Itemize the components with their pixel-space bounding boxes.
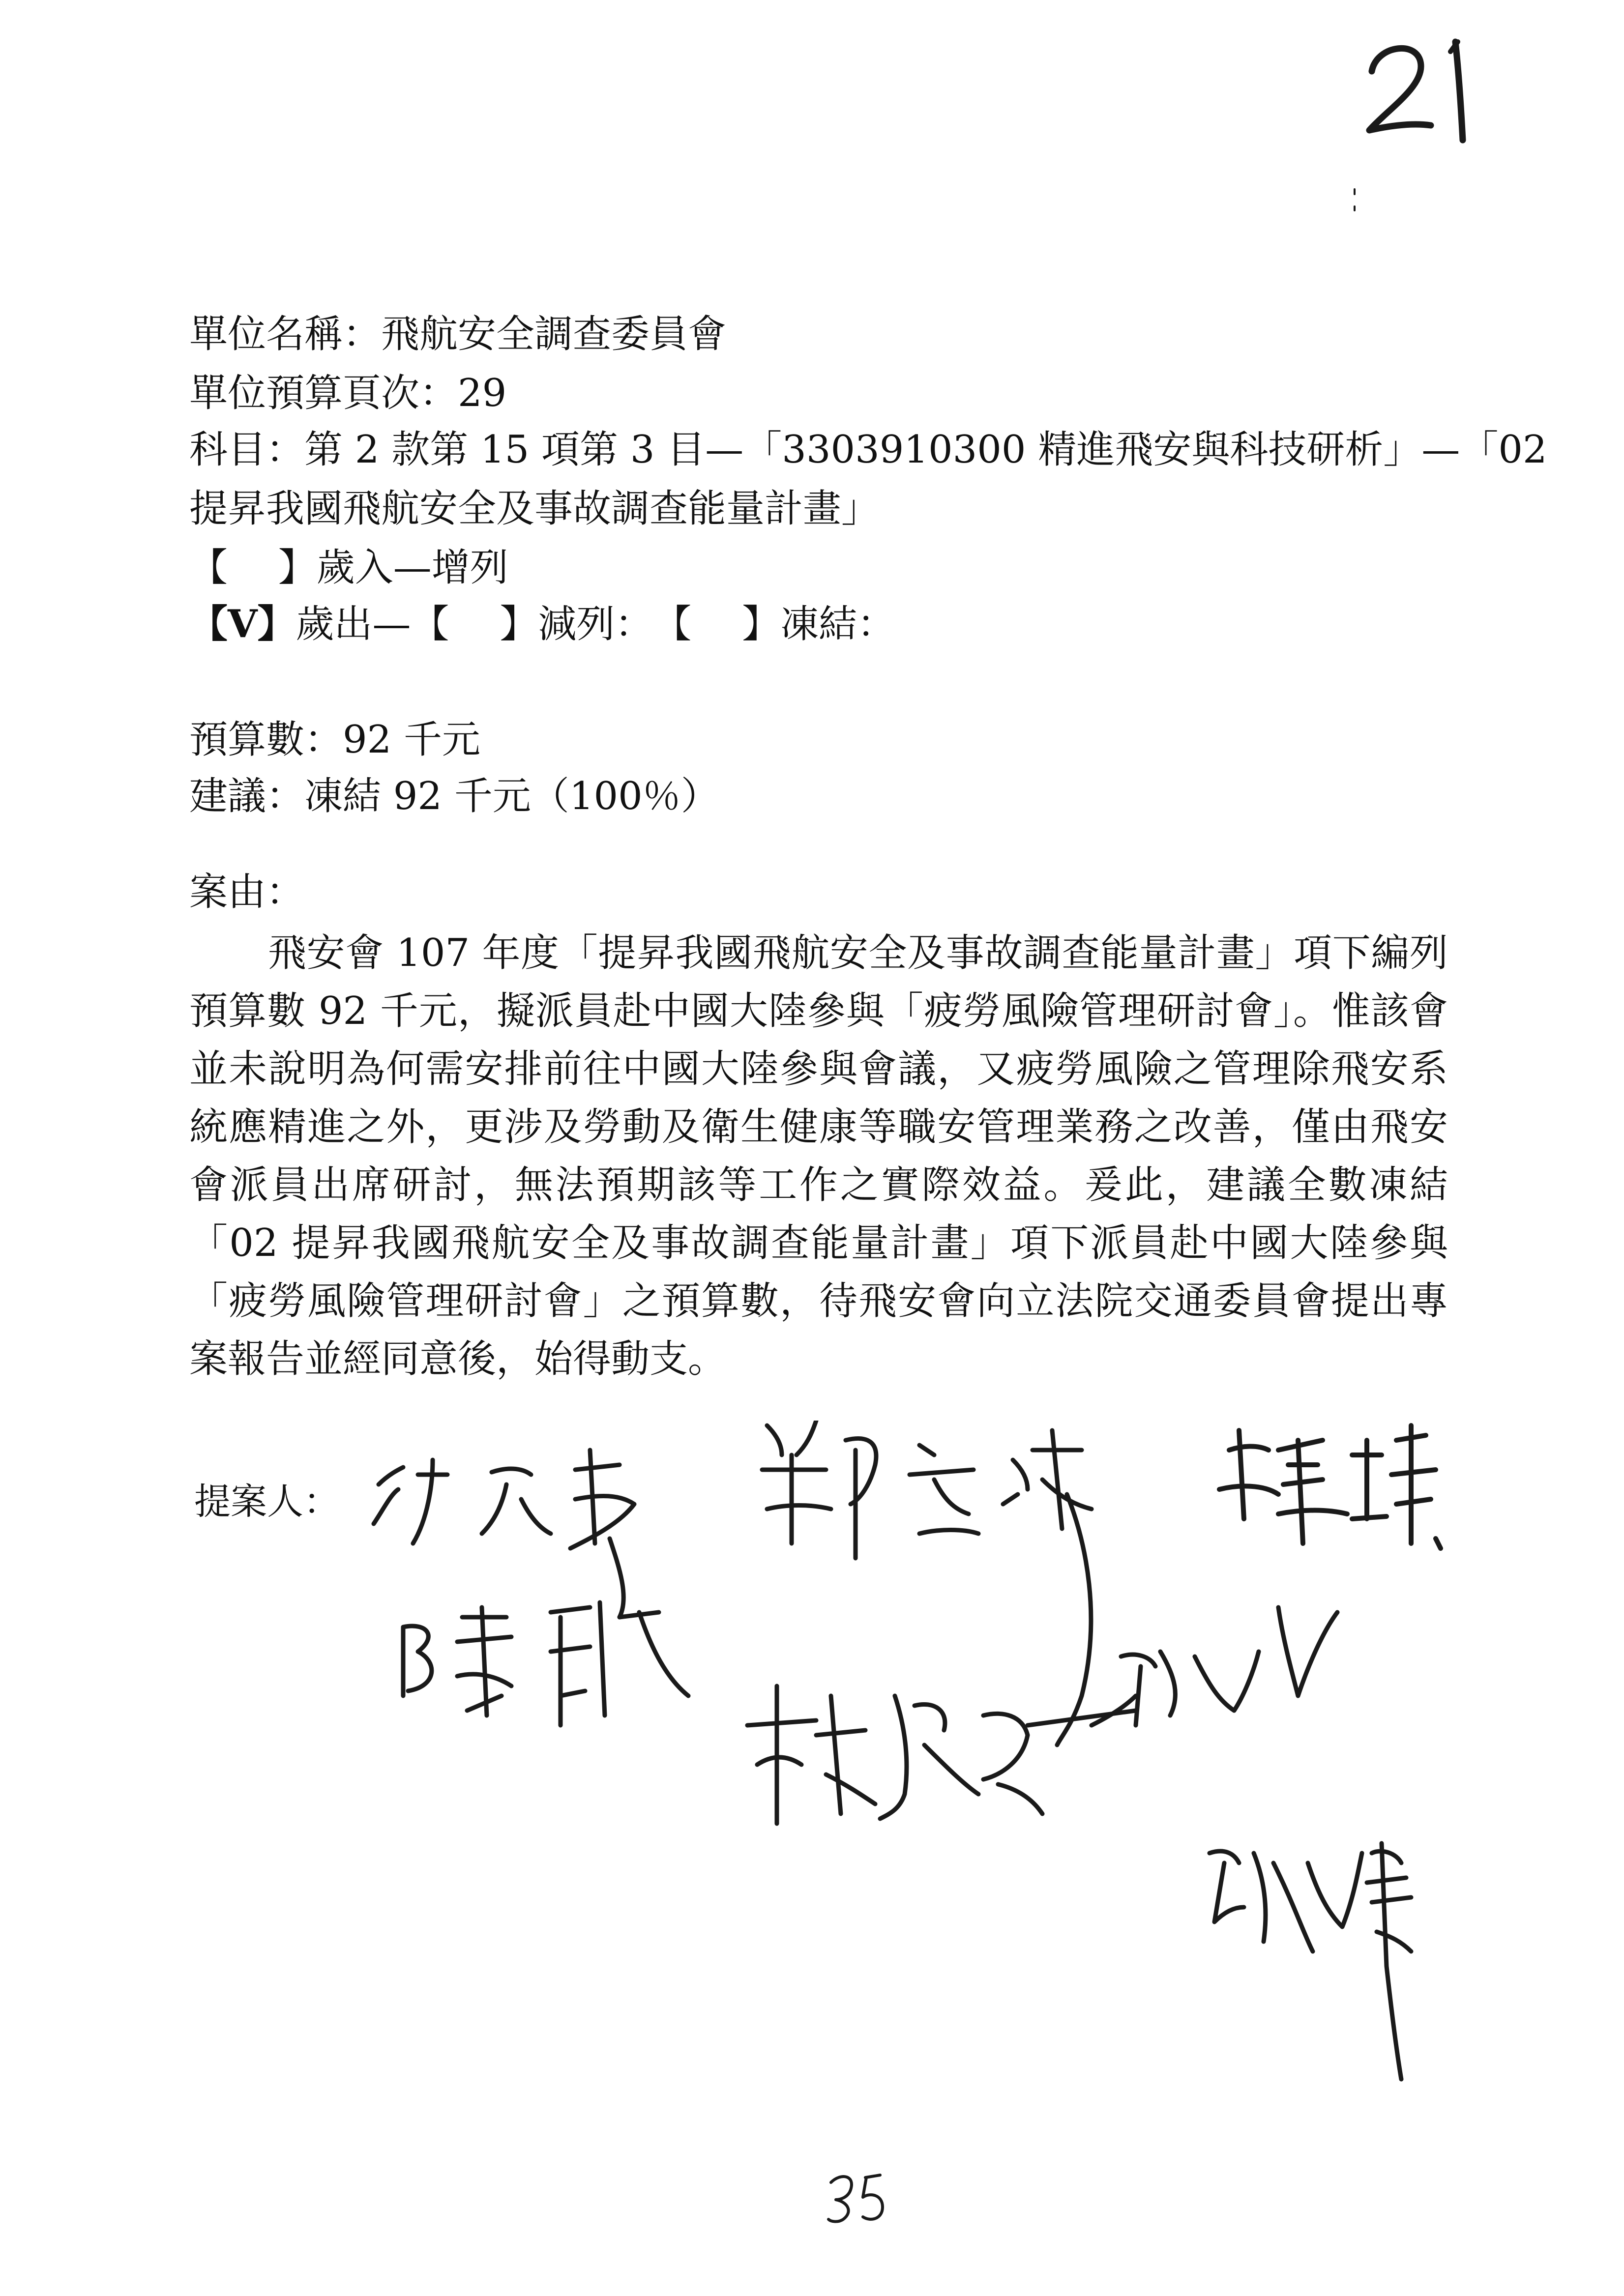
- handwritten-page-number: [1357, 25, 1485, 152]
- budget-amount: 預算數：92 千元: [189, 718, 481, 762]
- budget-proposal: 建議：凍結 92 千元（100％）: [189, 774, 719, 818]
- signature-2: [762, 1421, 1092, 1558]
- budget-page: 單位預算頁次：29: [189, 371, 507, 415]
- reason-text: 飛安會 107 年度「提昇我國飛航安全及事故調查能量計畫」項下編列預算數 92 千元，擬派員赴中國大陸參與「疲勞風險管理研討會」。惟該會並未說明為何需安排前往中國大陸參與會議，又疲勞風險之管理除飛安系統應精進之外，更涉及勞動及衛生健康等職安管理業務之改善，僅由飛安會派員出席研討，無法預期該等工作之實際效益。爰此，建議全數凍結「02 提昇我國飛航安全及事故調查能量計畫」項下派員赴中國大陸參與「疲勞風險管理研討會」之預算數，待飛安會向立法院交通委員會提出專案報告並經同意後，始得動支。: [189, 931, 1448, 1381]
- reason-body: [189, 924, 1448, 1388]
- reason-label: 案由：: [189, 870, 305, 914]
- handwritten-footer-number: [821, 2163, 895, 2227]
- revenue-line: 【 】歲入—增列: [189, 546, 508, 590]
- signature-1: [374, 1450, 634, 1617]
- signature-4: [403, 1602, 688, 1725]
- signature-7: [1210, 1843, 1411, 2079]
- subject-line-1: 科目：第 2 款第 15 項第 3 目—「3303910300 精進飛安與科技研析」—「02: [189, 428, 1547, 472]
- scan-mark: [1347, 187, 1362, 216]
- expenditure-options: 歲出—【 】減列： 【 】凍結：: [295, 602, 896, 646]
- expenditure-line: [189, 600, 895, 649]
- expenditure-checked-mark: 【V】: [189, 602, 296, 646]
- signature-5: [1057, 1494, 1337, 1745]
- unit-name: 單位名稱：飛航安全調查委員會: [189, 312, 727, 356]
- handwritten-signatures: [344, 1421, 1524, 2158]
- signature-3: [1219, 1425, 1441, 1548]
- subject-line-2: 提昇我國飛航安全及事故調查能量計畫」: [189, 487, 880, 531]
- proposers-label: 提案人：: [194, 1481, 340, 1523]
